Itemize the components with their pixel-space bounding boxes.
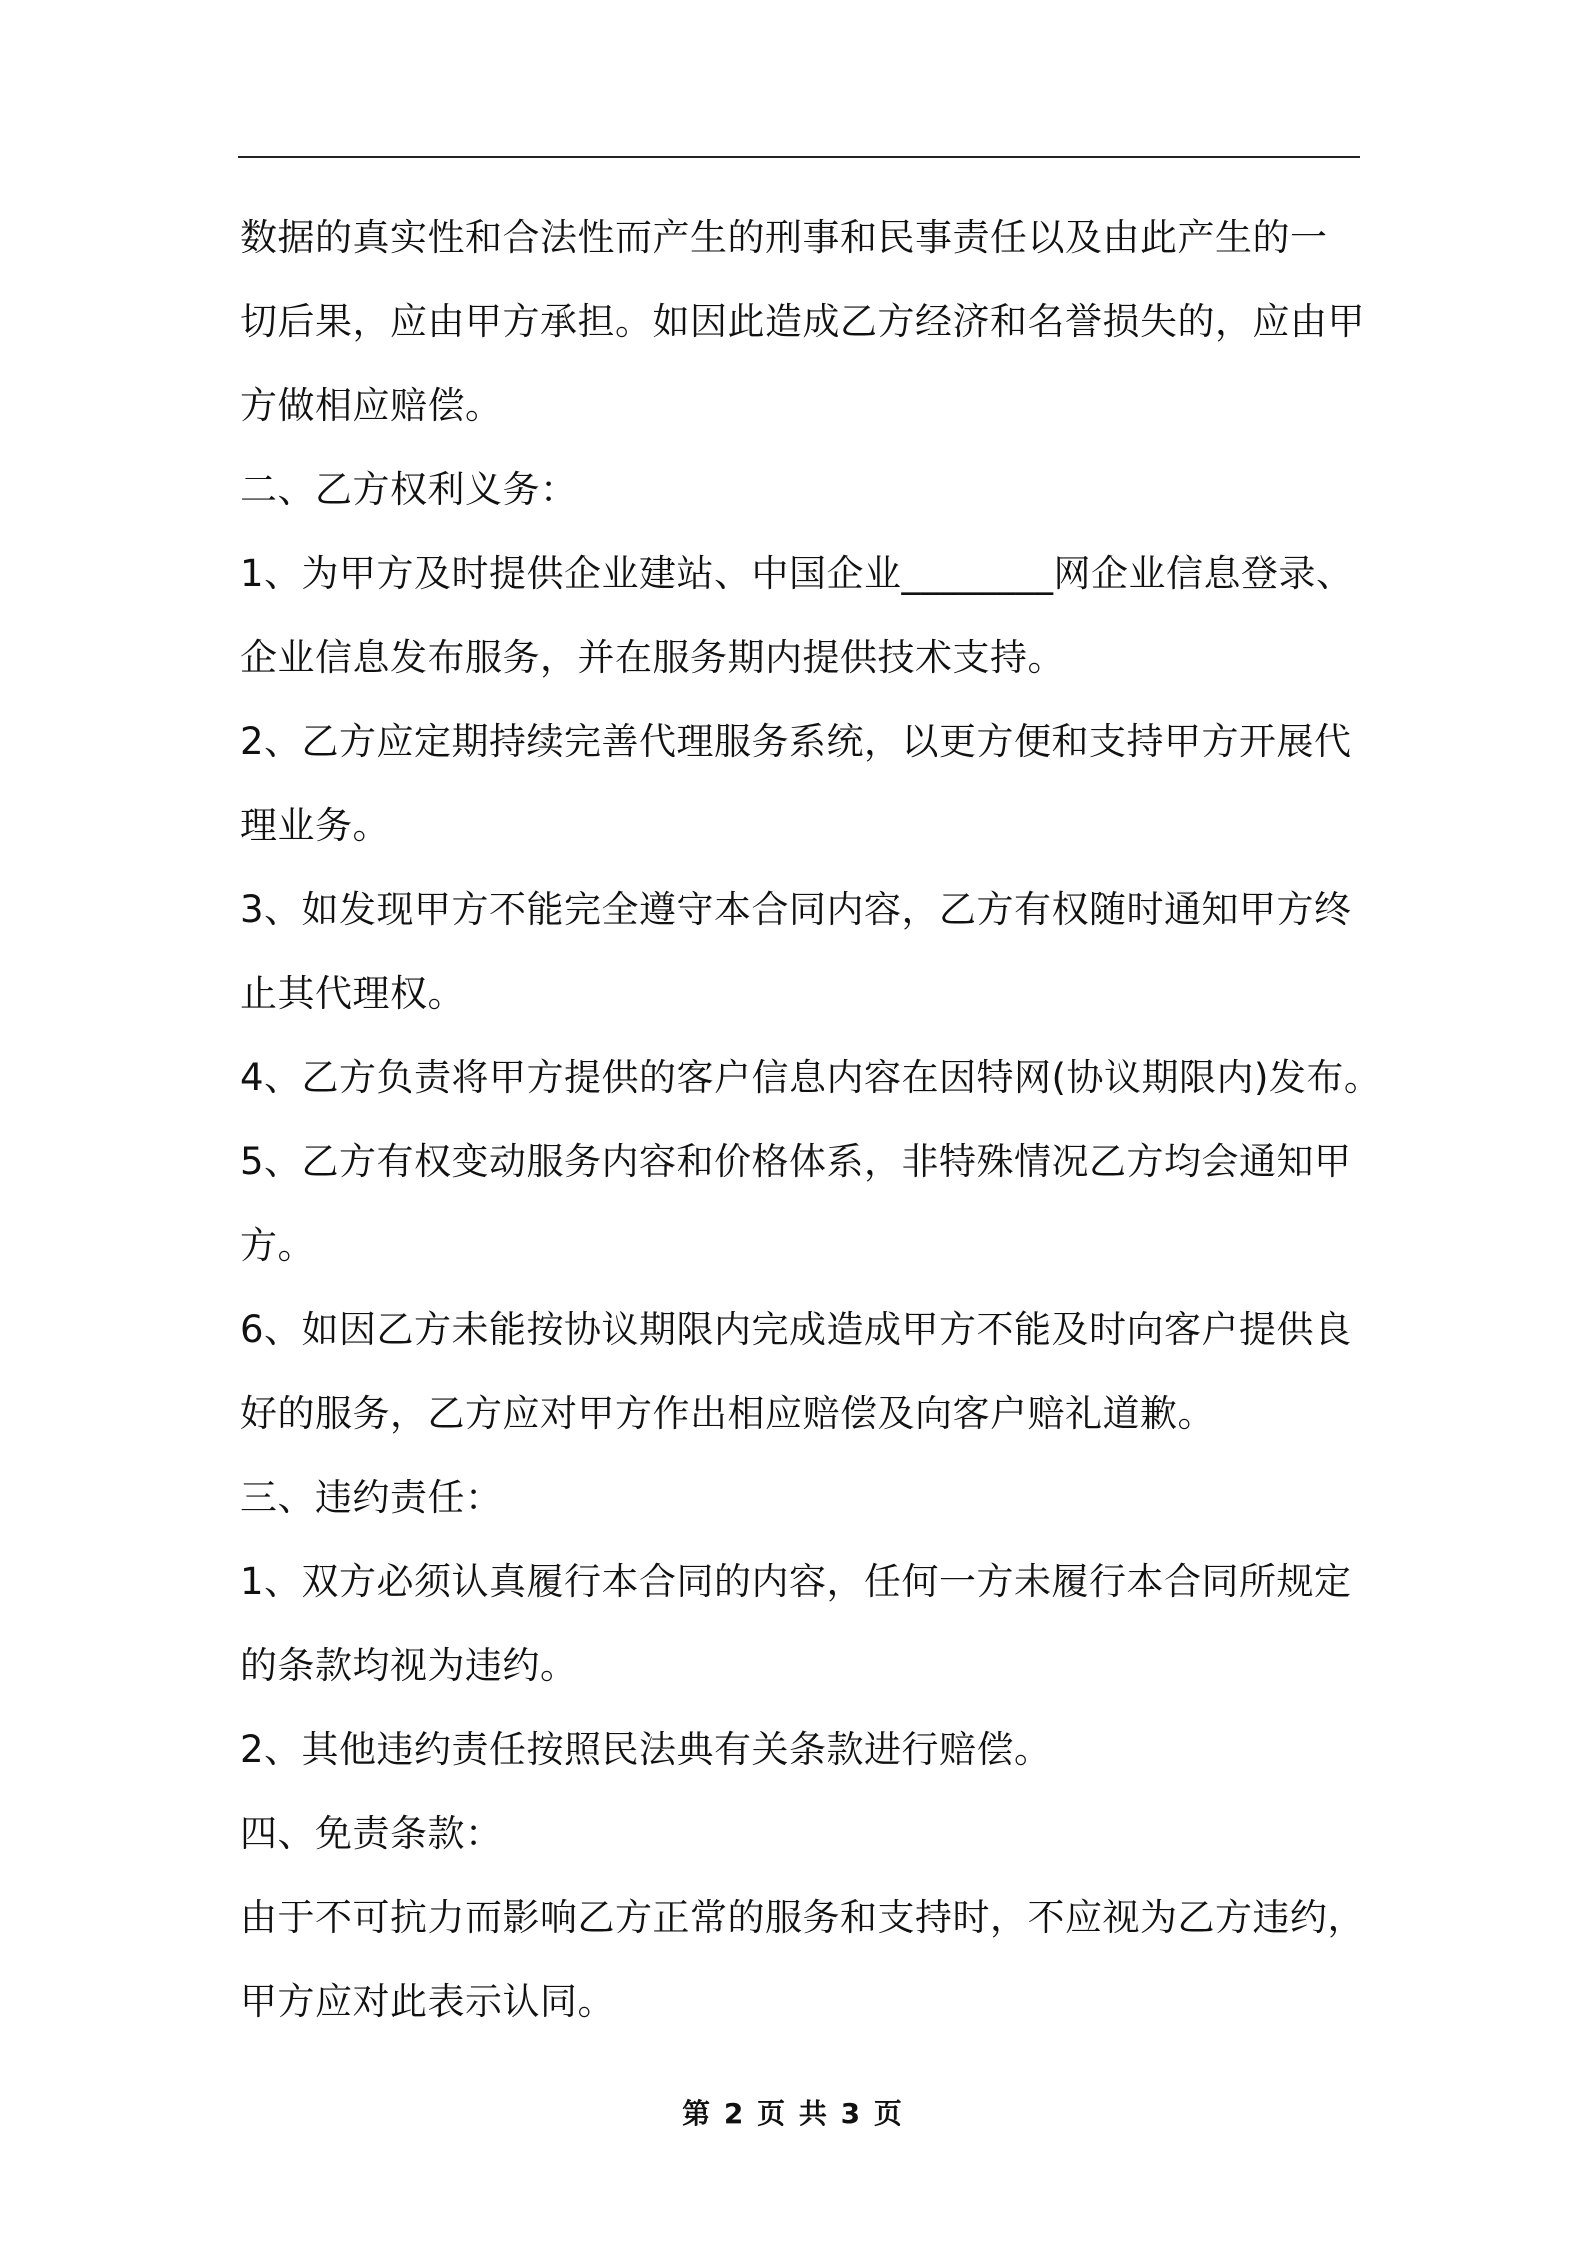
text-line: 1、双方必须认真履行本合同的内容，任何一方未履行本合同所规定 bbox=[240, 1560, 1352, 1603]
text-line: 1、为甲方及时提供企业建站、中国企业________网企业信息登录、 bbox=[240, 552, 1354, 595]
text-line: 甲方应对此表示认同。 bbox=[240, 1980, 615, 2023]
text-line: 企业信息发布服务，并在服务期内提供技术支持。 bbox=[240, 636, 1065, 679]
text-line: 由于不可抗力而影响乙方正常的服务和支持时，不应视为乙方违约， bbox=[240, 1896, 1365, 1939]
text-line: 好的服务，乙方应对甲方作出相应赔偿及向客户赔礼道歉。 bbox=[240, 1392, 1215, 1435]
text-line: 2、乙方应定期持续完善代理服务系统，以更方便和支持甲方开展代 bbox=[240, 720, 1352, 763]
section-heading: 二、乙方权利义务： bbox=[240, 468, 578, 511]
text-line: 切后果，应由甲方承担。如因此造成乙方经济和名誉损失的，应由甲 bbox=[240, 300, 1365, 343]
text-line: 方。 bbox=[240, 1224, 315, 1267]
text-line: 5、乙方有权变动服务内容和价格体系，非特殊情况乙方均会通知甲 bbox=[240, 1140, 1352, 1183]
text-line: 6、如因乙方未能按协议期限内完成造成甲方不能及时向客户提供良 bbox=[240, 1308, 1352, 1351]
section-heading: 四、免责条款： bbox=[240, 1812, 503, 1855]
section-heading: 三、违约责任： bbox=[240, 1476, 503, 1519]
text-line: 4、乙方负责将甲方提供的客户信息内容在因特网(协议期限内)发布。 bbox=[240, 1056, 1382, 1099]
text-line: 2、其他违约责任按照民法典有关条款进行赔偿。 bbox=[240, 1728, 1052, 1771]
page-number: 第 2 页 共 3 页 bbox=[682, 2097, 904, 2130]
text-line: 理业务。 bbox=[240, 804, 390, 847]
document-body bbox=[240, 196, 1382, 2044]
text-line: 数据的真实性和合法性而产生的刑事和民事责任以及由此产生的一 bbox=[240, 216, 1328, 259]
header-rule bbox=[238, 156, 1360, 158]
text-line: 的条款均视为违约。 bbox=[240, 1644, 578, 1687]
text-line: 3、如发现甲方不能完全遵守本合同内容，乙方有权随时通知甲方终 bbox=[240, 888, 1352, 931]
text-line: 方做相应赔偿。 bbox=[240, 384, 503, 427]
text-line: 止其代理权。 bbox=[240, 972, 465, 1015]
